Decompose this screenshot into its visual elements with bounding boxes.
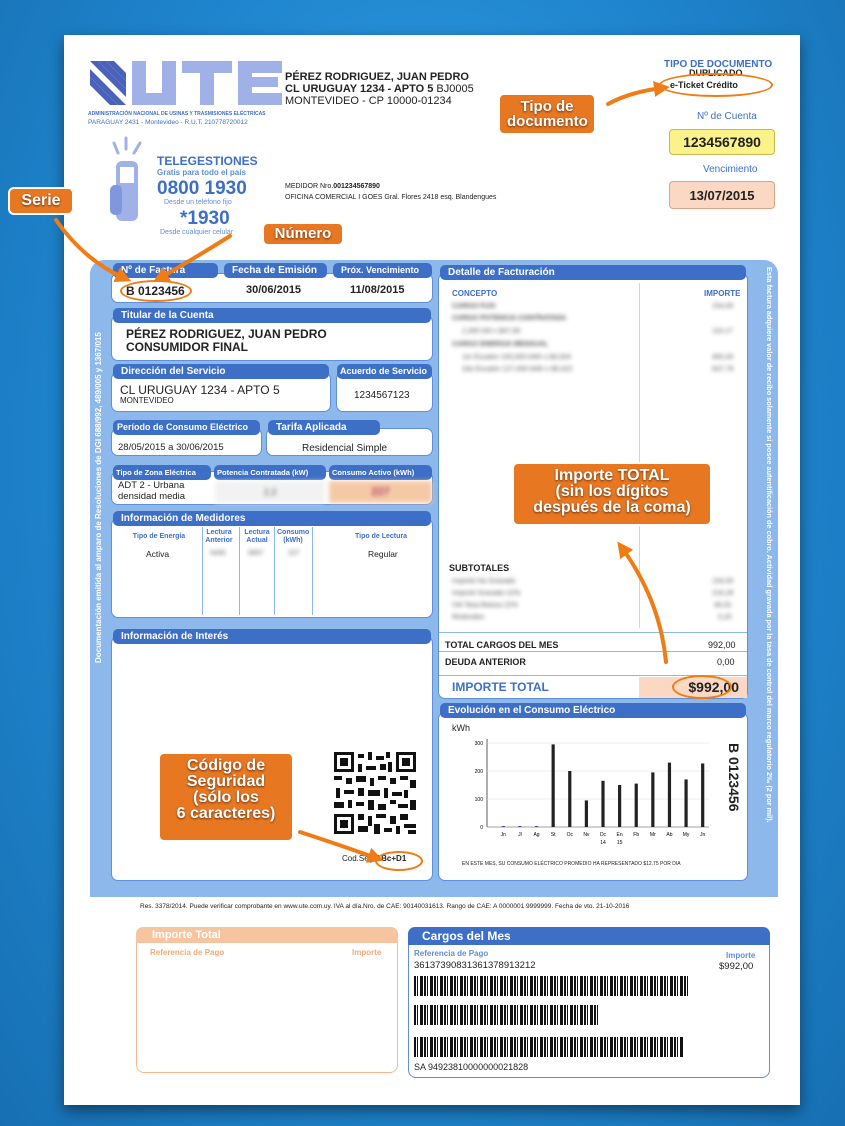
holder-name: PÉREZ RODRIGUEZ, JUAN PEDRO: [126, 327, 327, 341]
prev-debt-value: 0,00: [717, 657, 735, 667]
customer-postcode: 10000-01234: [386, 95, 452, 107]
prev-debt-label: DEUDA ANTERIOR: [445, 657, 526, 667]
billing-title: Detalle de Facturación: [440, 265, 746, 280]
brand-subtitle: ADMINISTRACIÓN NACIONAL DE USINAS Y TRASMISIONES ELÉCTRICAS: [88, 111, 266, 117]
chart-y-tick-label: 300: [474, 741, 483, 747]
agreement-number: 1234567123: [354, 390, 410, 401]
commercial-office: OFICINA COMERCIAL I GOES Gral. Flores 2418 esq. Blandengues: [285, 194, 497, 201]
chart-x-tick-label: Ag: [533, 832, 540, 838]
power-label: Potencia Contratada (kW): [214, 465, 326, 480]
left-side-legal: Documentación emitida al amparo de Resoluciones de DGI 688/992, 489/005 y 1367/015: [94, 332, 103, 663]
meter-col-current: Lectura Actual: [244, 529, 270, 544]
chart-y-tick-label: 0: [480, 825, 483, 831]
billing-line-concept: CARGO ENERGIA MENSUAL: [452, 341, 549, 348]
chart-x-tick-label: Ab: [666, 832, 673, 838]
active-consumption: 227: [329, 481, 432, 503]
brand-address: PARAGUAY 2431 - Montevideo - R.U.T. 210778720012: [88, 119, 248, 126]
chart-x-tick-label: Dc: [599, 832, 607, 838]
billing-line-concept: 2,300 kW x $47,90: [462, 328, 521, 335]
emission-date-label: Fecha de Emisión: [224, 263, 327, 278]
meter-consumption: 227: [288, 550, 300, 557]
total-amount-label: IMPORTE TOTAL: [452, 680, 549, 694]
period-label: Período de Consumo Eléctrico: [113, 420, 260, 435]
meter-col-energy: Tipo de Energía: [132, 533, 186, 540]
total-stub-title: Importe Total: [136, 927, 398, 943]
telegestiones-phone-note: Desde un teléfono fijo: [164, 199, 232, 206]
service-city: MONTEVIDEO: [120, 396, 174, 405]
telegestiones-short: *1930: [180, 208, 230, 229]
total-stub-ref-label: Referencia de Pago: [150, 948, 225, 957]
total-amount: $992,00: [639, 677, 747, 698]
consumption-label: Consumo Activo (kWh): [329, 465, 432, 480]
total-month-value: 992,00: [708, 640, 736, 650]
customer-code: BJ0005: [436, 83, 474, 95]
subtotal-amount: 46,02: [714, 602, 732, 609]
telegestiones-short-note: Desde cualquier celular: [160, 229, 234, 236]
doc-type-duplicate: DUPLICADO: [689, 68, 743, 78]
billing-line-amount: 110,17: [712, 328, 733, 335]
chart-y-tick-label: 100: [474, 797, 483, 803]
telegestiones-phone: 0800 1930: [157, 178, 247, 199]
invoice-number: B 0123456: [126, 284, 185, 298]
chart-x-tick-label: Jn: [700, 832, 706, 838]
account-label: Nº de Cuenta: [697, 111, 757, 122]
billing-line-concept: 2do Escalón 127,000 kWh x $5,022: [462, 366, 573, 373]
due-date-label: Vencimiento: [703, 164, 758, 175]
zone-value-1: ADT 2 - Urbana: [118, 480, 185, 491]
tariff-value: Residencial Simple: [302, 443, 388, 454]
billing-line-amount: 400,40: [712, 354, 734, 361]
subtotal-concept: Redondeo: [452, 614, 485, 621]
security-code: ABc+D1: [375, 854, 407, 863]
meter-read-type: Regular: [368, 549, 398, 559]
invoice-number-label: Nº de Factura: [113, 263, 218, 278]
subtotals-label: SUBTOTALES: [449, 563, 510, 573]
meter-current-reading: 5657: [248, 550, 264, 557]
amount-column-header: IMPORTE: [704, 289, 741, 298]
next-due-date: 11/08/2015: [350, 284, 405, 296]
month-stub-amount-label: Importe: [726, 951, 756, 960]
callout-codigo-seguridad: Código de Seguridad (sólo los 6 caracteres): [158, 752, 294, 842]
service-address: CL URUGUAY 1234 - APTO 5: [120, 383, 280, 397]
doc-type-label: TIPO DE DOCUMENTO: [664, 59, 773, 70]
chart-x-tick-label: St: [550, 832, 556, 838]
chart-y-tick-label: 200: [474, 769, 483, 775]
callout-serie: Serie: [8, 187, 74, 215]
chart-x-tick-label: Nv: [583, 832, 590, 838]
due-date: 13/07/2015: [669, 181, 775, 209]
payment-reference: 36137390831361378913212: [414, 960, 536, 971]
doc-type-value: e-Ticket Crédito: [670, 80, 738, 90]
chart-year-label: 15: [616, 840, 623, 846]
agreement-label: Acuerdo de Servicio: [337, 364, 432, 379]
subtotal-amount: 154,00: [712, 578, 734, 585]
emission-date: 30/06/2015: [246, 284, 302, 296]
customer-city: MONTEVIDEO - CP: [285, 95, 384, 107]
chart-x-tick-label: Jn: [500, 832, 506, 838]
chart-x-tick-label: Jl: [518, 832, 522, 838]
interest-label: Información de Interés: [113, 629, 431, 644]
tariff-label: Tarifa Aplicada: [268, 420, 380, 435]
account-number: 1234567890: [669, 129, 775, 155]
security-code-label: Cod.Seg:: [342, 854, 376, 863]
callout-importe-total: Importe TOTAL (sin los dígitos después de la coma): [512, 462, 712, 526]
chart-x-tick-label: Oc: [566, 832, 573, 838]
subtotal-concept: IVA Tasa Básica 22%: [452, 602, 518, 609]
billing-line-amount: 637,79: [712, 366, 734, 373]
subtotal-amount: 216,28: [712, 590, 734, 597]
billing-line-amount: 154,00: [712, 303, 734, 310]
subtotal-concept: Importe Gravado 22%: [452, 590, 521, 597]
service-address-label: Dirección del Servicio: [113, 364, 329, 379]
legal-resolution: Res. 3378/2014. Puede verificar comprobante en www.ute.com.uy. IVA al día.Nro. de CAE: 90140031613. Rango de CAE: A 0000001 9999999. Fecha de vto. 21-10-2016: [140, 903, 630, 910]
chart-x-tick-label: Fb: [633, 832, 640, 838]
total-month-label: TOTAL CARGOS DEL MES: [445, 640, 559, 650]
telegestiones-title: TELEGESTIONES: [157, 154, 258, 168]
meter-col-consumption: Consumo (kWh): [277, 529, 310, 544]
callout-numero: Número: [262, 222, 344, 246]
chart-title: Evolución en el Consumo Eléctrico: [440, 703, 746, 718]
meter-number: 001234567890: [333, 183, 380, 190]
chart-note: EN ESTE MES, SU CONSUMO ELÉCTRICO PROMEDIO HA REPRESENTADO $12.75 POR DIA: [462, 861, 681, 867]
concept-column-header: CONCEPTO: [452, 289, 498, 298]
meters-label: Información de Medidores: [113, 511, 431, 526]
meter-col-previous: Lectura Anterior: [205, 529, 233, 544]
customer-address: CL URUGUAY 1234 - APTO 5: [285, 83, 434, 95]
contracted-power: 2,3: [215, 481, 325, 503]
holder-label: Titular de la Cuenta: [113, 308, 431, 323]
month-stub-amount: $992,00: [719, 961, 754, 972]
subtotal-concept: Importe No Gravado: [452, 578, 516, 585]
subtotal-amount: 0,20: [718, 614, 732, 621]
right-side-legal: Esta factura adquiere valor de recibo solamente si posee autentificación de cobro. Actividad gravada por la tasa de control del marco regulatorio 2‰ (2 por mil).: [765, 267, 774, 823]
zone-label: Tipo de Zona Eléctrica: [113, 465, 211, 480]
meter-col-read-type: Tipo de Lectura: [355, 533, 407, 540]
meter-previous-reading: 5430: [210, 550, 226, 557]
billing-line-concept: CARGO FIJO: [452, 303, 496, 310]
next-due-label: Próx. Vencimiento: [333, 263, 432, 278]
zone-value-2: densidad media: [118, 491, 186, 502]
chart-y-label: kWh: [452, 723, 470, 733]
meter-energy-type: Activa: [146, 549, 170, 559]
consumption-period: 28/05/2015 a 30/06/2015: [118, 442, 224, 453]
chart-x-tick-label: En: [616, 832, 623, 838]
month-stub-ref-label: Referencia de Pago: [414, 949, 489, 958]
telegestiones-subtitle: Gratis para todo el país: [157, 168, 246, 177]
holder-type: CONSUMIDOR FINAL: [126, 340, 248, 354]
total-stub-amount-label: Importe: [352, 948, 382, 957]
chart-x-tick-label: Mr: [649, 832, 656, 838]
billing-line-concept: 1er Escalón 100,000 kWh x $4,004: [462, 354, 571, 361]
chart-invoice-vertical: B 0123456: [726, 743, 742, 812]
month-stub-title: Cargos del Mes: [408, 927, 770, 945]
callout-tipo-documento: Tipo de documento: [498, 93, 596, 135]
chart-year-label: 14: [600, 840, 606, 846]
billing-line-concept: CARGO POTENCIA CONTRATADA: [452, 315, 567, 322]
chart-x-tick-label: My: [682, 832, 690, 838]
sa-code: SA 94923810000000021828: [414, 1062, 529, 1072]
meter-label: MEDIDOR Nro.: [285, 183, 334, 190]
customer-name: PÉREZ RODRIGUEZ, JUAN PEDRO: [285, 71, 469, 83]
